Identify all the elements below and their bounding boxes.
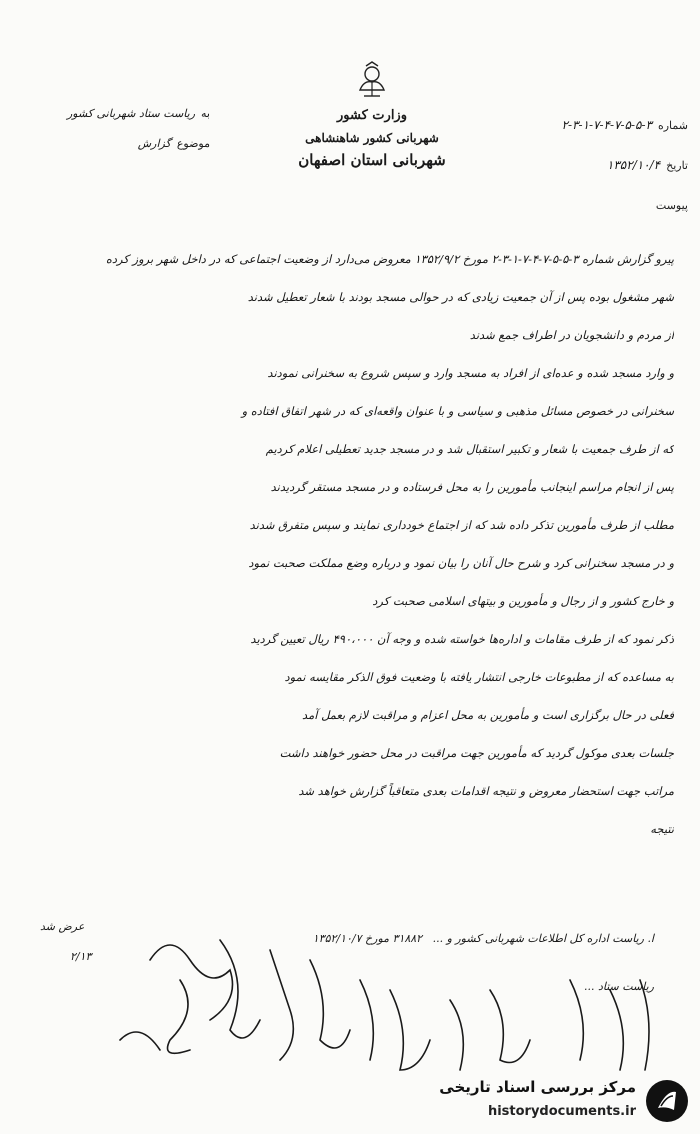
subject-label: موضوع <box>176 137 210 150</box>
body-line: پیرو گزارش شماره ۳-۵-۵-۷-۴-۷-۱-۳-۲ مورخ ۱۳۵۲/۹/۲ معروض می‌دارد از وضعیت اجتماعی که در داخل شهر بروز کرده <box>105 252 674 266</box>
province-police-title: شهربانی استان اصفهان <box>298 151 446 169</box>
body-line: و در مسجد سخنرانی کرد و شرح حال آنان را بیان نمود و درباره وضع مملکت صحبت نمود <box>248 556 674 570</box>
attachment-row <box>548 172 688 212</box>
letterhead <box>262 60 482 169</box>
header-meta-right <box>548 92 688 212</box>
body-line: از مردم و دانشجویان در اطراف جمع شدند <box>469 328 674 342</box>
body-line: و وارد مسجد شده و عده‌ای از افراد به مسجد وارد و سپس شروع به سخنرانی نمودند <box>267 366 674 380</box>
copy-line: ریاست ستاد ... <box>583 980 654 993</box>
body-line: سخنرانی در خصوص مسائل مذهبی و سیاسی و با عنوان واقعه‌ای که در شهر اتفاق افتاده و <box>241 404 674 418</box>
number-label: شماره <box>657 119 688 132</box>
distribution-text: ا. ریاست اداره کل اطلاعات شهربانی کشور و ... <box>432 932 654 945</box>
archive-website: historydocuments.ir <box>487 1104 636 1119</box>
side-note: عرض شد <box>40 920 85 933</box>
side-date: ۲/۱۳ <box>70 950 92 963</box>
date-label: تاریخ <box>666 159 688 172</box>
body-line: مراتب جهت استحضار معروض و نتیجه اقدامات بعدی متعاقباً گزارش خواهد شد <box>298 784 674 798</box>
body-line: ذکر نمود که از طرف مقامات و اداره‌ها خواسته شده و وجه آن ۴۹۰،۰۰۰ ریال تعیین گردید <box>250 632 674 646</box>
to-label: به <box>201 107 210 120</box>
body-line: پس از انجام مراسم اینجانب مأمورین را به محل فرستاده و در مسجد مستقر گردیدند <box>270 480 674 494</box>
body-line: شهر مشغول بوده پس از آن جمعیت زیادی که در حوالی مسجد بودند با شعار تعطیل شدند <box>247 290 674 304</box>
signature-area <box>30 920 674 1080</box>
body-line: و خارج کشور و از رجال و مأمورین و بیتهای اسلامی صحبت کرد <box>372 594 674 608</box>
body-line: جلسات بعدی موکول گردید که مأمورین جهت مراقبت در محل حضور خواهند داشت <box>279 746 674 760</box>
body-line: نتیجه <box>650 822 674 836</box>
lion-and-sun-emblem-icon <box>352 60 392 100</box>
to-value: ریاست ستاد شهربانی کشور <box>66 107 196 120</box>
to-row <box>30 90 210 120</box>
police-title: شهربانی کشور شاهنشاهی <box>305 131 439 145</box>
header-meta-left <box>30 90 210 150</box>
letter-body <box>30 240 674 848</box>
archive-watermark <box>404 1072 694 1128</box>
body-line: که از طرف جمعیت با شعار و تکبیر استقبال شد و در مسجد جدید تعطیلی اعلام کردیم <box>265 442 674 456</box>
distribution-ref: ۳۱۸۸۲ مورخ ۱۳۵۲/۱۰/۷ <box>312 932 423 945</box>
archive-name-persian: مرکز بررسی اسناد تاریخی <box>439 1078 636 1096</box>
number-row <box>548 92 688 132</box>
body-line: مطلب از طرف مأمورین تذکر داده شد که از اجتماع خودداری نمایند و سپس متفرق شدند <box>249 518 674 532</box>
ministry-title: وزارت کشور <box>337 108 407 123</box>
body-line: به مساعده که از مطبوعات خارجی انتشار یافته با وضعیت فوق الذکر مقایسه نمود <box>284 670 674 684</box>
attachment-label: پیوست <box>655 199 688 212</box>
subject-row <box>30 120 210 150</box>
number-value: ۲-۳-۱-۷-۴-۷-۵-۵-۳ <box>561 118 652 132</box>
date-row <box>548 132 688 172</box>
date-value: ۱۳۵۲/۱۰/۴ <box>606 158 661 172</box>
body-line: فعلی در حال برگزاری است و مأمورین به محل اعزام و مراقبت لازم بعمل آمد <box>302 708 674 722</box>
subject-value: گزارش <box>137 137 171 150</box>
handwritten-signatures-icon <box>30 920 674 1080</box>
archive-logo-icon <box>644 1078 690 1124</box>
